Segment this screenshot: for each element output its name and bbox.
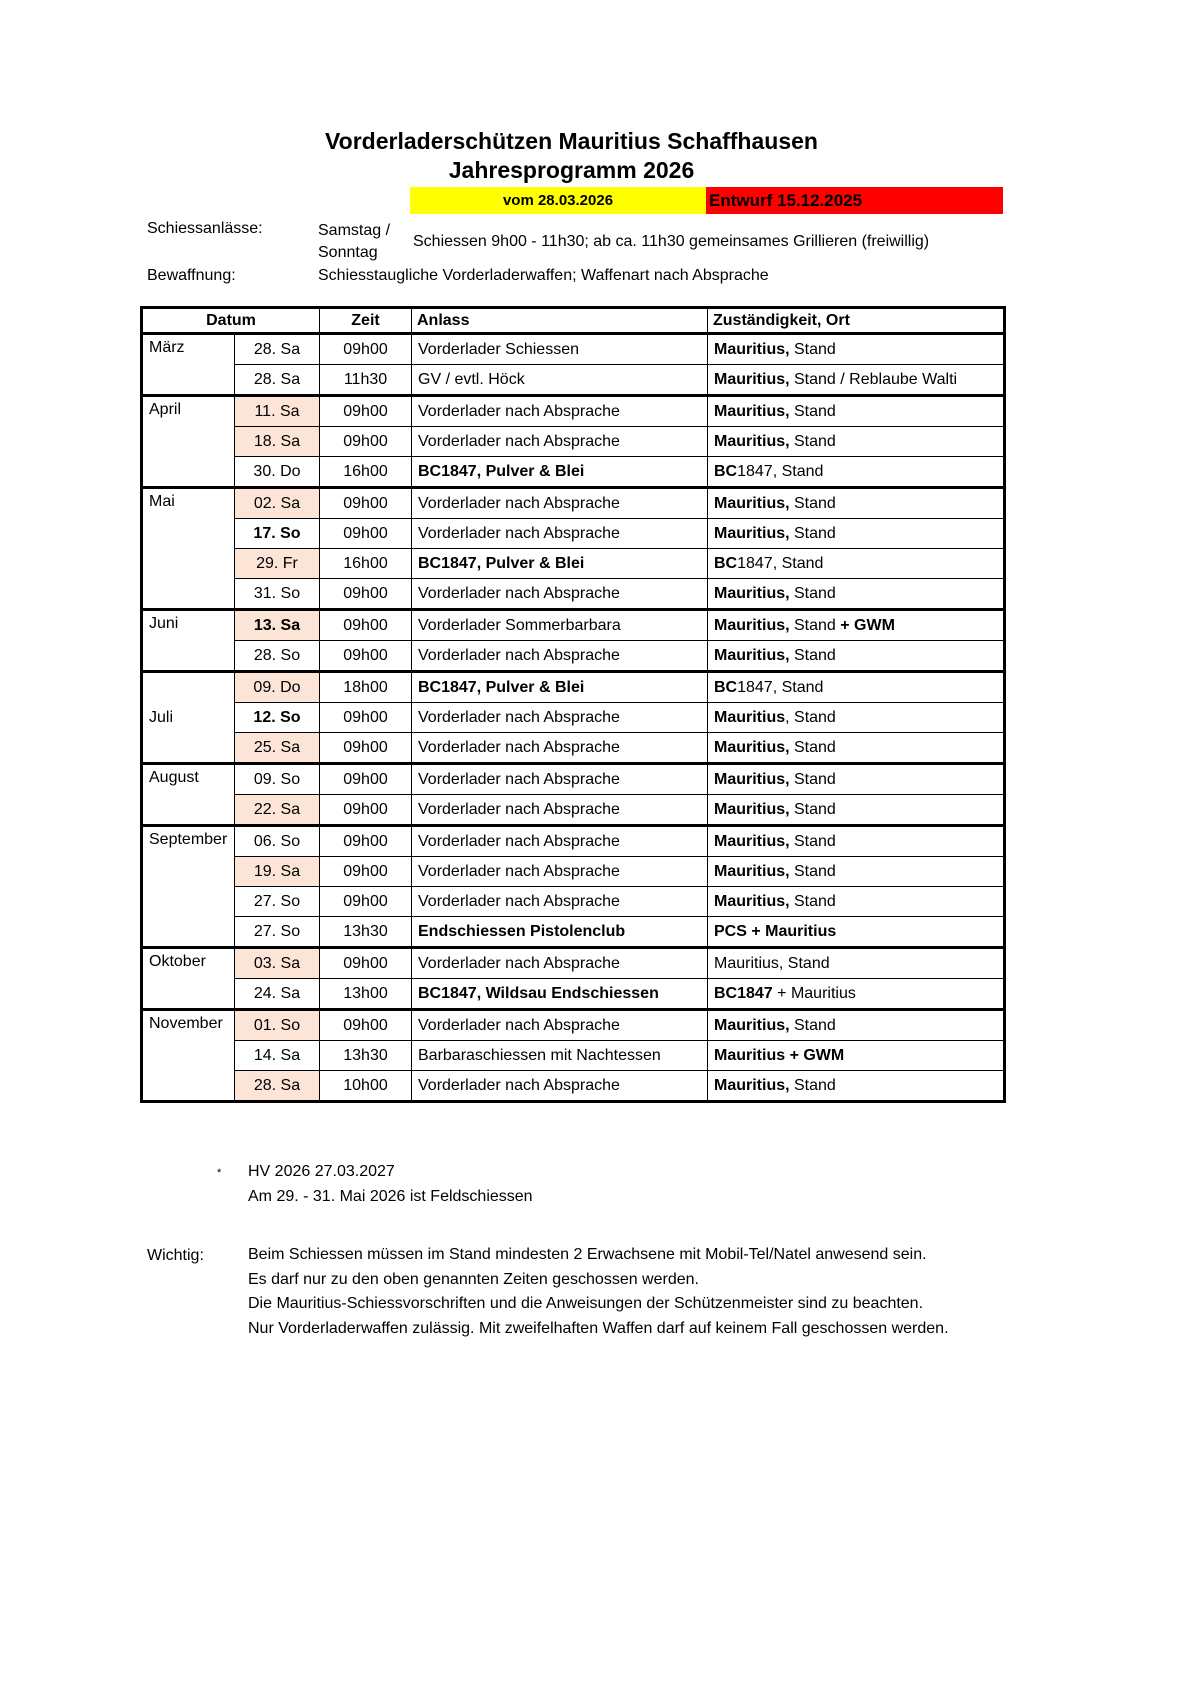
event-cell: Vorderlader nach Absprache	[412, 733, 708, 764]
responsibility-segment: BC	[714, 678, 738, 696]
important-line: Die Mauritius-Schiessvorschriften und die Anweisungen der Schützenmeister sind zu beachten.	[248, 1295, 924, 1312]
responsibility-segment: 1847, Stand	[737, 678, 824, 696]
responsibility-segment: Mauritius,	[714, 494, 790, 512]
event-cell: Vorderlader nach Absprache	[412, 519, 708, 549]
time-cell: 09h00	[320, 610, 412, 641]
responsibility-segment: Stand	[789, 340, 836, 358]
responsibility-segment: Stand	[789, 432, 836, 450]
shooting-events-detail: Schiessen 9h00 - 11h30; ab ca. 11h30 gemeinsames Grillieren (freiwillig)	[413, 233, 930, 250]
day-cell: 03. Sa	[235, 948, 320, 979]
day-cell: 12. So	[235, 703, 320, 733]
time-cell: 09h00	[320, 334, 412, 365]
responsibility-cell	[708, 427, 1005, 457]
day-cell: 28. Sa	[235, 1071, 320, 1102]
event-cell: Vorderlader nach Absprache	[412, 764, 708, 795]
responsibility-cell	[708, 733, 1005, 764]
responsibility-segment: Stand	[789, 616, 841, 634]
responsibility-cell	[708, 917, 1005, 948]
responsibility-segment: Mauritius,	[714, 616, 790, 634]
day-cell: 24. Sa	[235, 979, 320, 1010]
important-lines	[140, 1243, 1003, 1341]
event-cell: Vorderlader nach Absprache	[412, 826, 708, 857]
table-row	[142, 672, 1005, 703]
responsibility-cell	[708, 579, 1005, 610]
time-cell: 09h00	[320, 641, 412, 672]
time-cell: 09h00	[320, 764, 412, 795]
time-cell: 09h00	[320, 488, 412, 519]
table-row	[142, 365, 1005, 396]
event-cell: BC1847, Wildsau Endschiessen	[412, 979, 708, 1010]
day-cell: 14. Sa	[235, 1041, 320, 1071]
day-cell: 27. So	[235, 917, 320, 948]
time-cell: 09h00	[320, 579, 412, 610]
responsibility-segment: Mauritius,	[714, 862, 790, 880]
day-cell: 18. Sa	[235, 427, 320, 457]
month-cell: September	[142, 826, 235, 948]
time-cell: 13h30	[320, 1041, 412, 1071]
time-cell: 09h00	[320, 826, 412, 857]
schedule-table-body	[142, 334, 1005, 1102]
responsibility-segment: Mauritius,	[714, 646, 790, 664]
table-row	[142, 979, 1005, 1010]
table-row	[142, 948, 1005, 979]
table-row	[142, 826, 1005, 857]
month-cell: April	[142, 396, 235, 488]
responsibility-segment: Stand	[789, 646, 836, 664]
page-subtitle: Jahresprogramm 2026	[448, 157, 695, 183]
important-line: Beim Schiessen müssen im Stand mindesten 2 Erwachsene mit Mobil-Tel/Natel anwesend sein.	[248, 1246, 927, 1263]
event-cell: Vorderlader nach Absprache	[412, 579, 708, 610]
responsibility-segment: Mauritius,	[714, 1076, 790, 1094]
document-content	[140, 0, 1003, 1341]
responsibility-cell	[708, 795, 1005, 826]
event-cell: Vorderlader Sommerbarbara	[412, 610, 708, 641]
column-header-anlass: Anlass	[412, 308, 708, 334]
responsibility-cell	[708, 549, 1005, 579]
day-cell: 01. So	[235, 1010, 320, 1041]
month-cell: November	[142, 1010, 235, 1102]
month-cell: Juli	[142, 672, 235, 764]
event-cell: Vorderlader nach Absprache	[412, 887, 708, 917]
responsibility-cell	[708, 1071, 1005, 1102]
time-cell: 09h00	[320, 396, 412, 427]
responsibility-segment: Mauritius,	[714, 432, 790, 450]
responsibility-segment: + Mauritius	[772, 984, 856, 1002]
responsibility-segment: Mauritius,	[714, 524, 790, 542]
column-header-datum: Datum	[142, 308, 320, 334]
time-cell: 09h00	[320, 857, 412, 887]
time-cell: 09h00	[320, 1010, 412, 1041]
day-cell: 30. Do	[235, 457, 320, 488]
table-row	[142, 917, 1005, 948]
responsibility-cell	[708, 365, 1005, 396]
important-line: Nur Vorderladerwaffen zulässig. Mit zweifelhaften Waffen darf auf keinem Fall geschossen werden.	[248, 1319, 949, 1337]
weapons-detail: Schiesstaugliche Vorderladerwaffen; Waffenart nach Absprache	[318, 267, 769, 284]
responsibility-segment: 1847, Stand	[737, 554, 824, 572]
table-row	[142, 1071, 1005, 1102]
event-cell: Vorderlader nach Absprache	[412, 396, 708, 427]
event-cell: Endschiessen Pistolenclub	[412, 917, 708, 948]
responsibility-cell	[708, 826, 1005, 857]
month-cell: August	[142, 764, 235, 826]
month-cell: März	[142, 334, 235, 396]
responsibility-cell	[708, 672, 1005, 703]
info-block	[140, 220, 1003, 285]
event-cell: Vorderlader nach Absprache	[412, 1010, 708, 1041]
time-cell: 13h30	[320, 917, 412, 948]
responsibility-segment: Stand	[789, 738, 836, 756]
table-row	[142, 733, 1005, 764]
event-cell: Vorderlader nach Absprache	[412, 641, 708, 672]
month-cell: Oktober	[142, 948, 235, 1010]
schedule-table-header	[142, 308, 1005, 334]
day-cell: 22. Sa	[235, 795, 320, 826]
table-row	[142, 427, 1005, 457]
time-cell: 18h00	[320, 672, 412, 703]
responsibility-cell	[708, 610, 1005, 641]
time-cell: 09h00	[320, 733, 412, 764]
table-row	[142, 334, 1005, 365]
event-cell: BC1847, Pulver & Blei	[412, 549, 708, 579]
responsibility-segment: 1847, Stand	[737, 462, 824, 480]
responsibility-cell	[708, 857, 1005, 887]
asterisk-marker: *	[217, 1167, 222, 1179]
responsibility-segment: Stand	[789, 524, 836, 542]
responsibility-segment: Mauritius, Stand	[714, 954, 830, 972]
shooting-days	[318, 220, 413, 264]
day-cell: 28. So	[235, 641, 320, 672]
responsibility-segment: Stand	[789, 862, 836, 880]
shooting-events-label: Schiessanlässe:	[147, 220, 263, 237]
table-row	[142, 1041, 1005, 1071]
table-row	[142, 610, 1005, 641]
responsibility-segment: Mauritius,	[714, 738, 790, 756]
responsibility-segment: Stand	[789, 494, 836, 512]
event-cell: Vorderlader nach Absprache	[412, 857, 708, 887]
event-cell: Vorderlader nach Absprache	[412, 427, 708, 457]
responsibility-segment: Stand	[789, 402, 836, 420]
responsibility-cell	[708, 396, 1005, 427]
responsibility-segment: Mauritius,	[714, 770, 790, 788]
page-title: Vorderladerschützen Mauritius Schaffhausen	[325, 128, 818, 154]
column-header-zeit: Zeit	[320, 308, 412, 334]
shooting-days-line1: Samstag /	[318, 222, 391, 239]
month-cell: Juni	[142, 610, 235, 672]
column-header-zustaendigkeit: Zuständigkeit, Ort	[708, 308, 1005, 334]
day-cell: 06. So	[235, 826, 320, 857]
footnote-hv	[140, 1159, 1003, 1184]
day-cell: 02. Sa	[235, 488, 320, 519]
header-row	[142, 308, 1005, 334]
table-row	[142, 703, 1005, 733]
important-section	[140, 1243, 1003, 1341]
time-cell: 13h00	[320, 979, 412, 1010]
table-row	[142, 488, 1005, 519]
footnotes	[140, 1159, 1003, 1341]
month-cell: Mai	[142, 488, 235, 610]
table-row	[142, 795, 1005, 826]
table-row	[142, 457, 1005, 488]
table-row	[142, 579, 1005, 610]
important-label: Wichtig:	[147, 1247, 204, 1264]
day-cell: 09. Do	[235, 672, 320, 703]
responsibility-segment: Stand	[789, 892, 836, 910]
time-cell: 16h00	[320, 457, 412, 488]
footnote-hv-text: HV 2026 27.03.2027	[248, 1163, 395, 1180]
responsibility-cell	[708, 948, 1005, 979]
draft-status-badge: Entwurf 15.12.2025	[706, 187, 1003, 214]
time-cell: 10h00	[320, 1071, 412, 1102]
day-cell: 13. Sa	[235, 610, 320, 641]
responsibility-segment: Stand	[789, 832, 836, 850]
responsibility-cell	[708, 887, 1005, 917]
day-cell: 17. So	[235, 519, 320, 549]
responsibility-segment: Mauritius	[714, 708, 786, 726]
day-cell: 19. Sa	[235, 857, 320, 887]
event-cell: GV / evtl. Höck	[412, 365, 708, 396]
responsibility-segment: Stand	[789, 1016, 836, 1034]
responsibility-cell	[708, 764, 1005, 795]
responsibility-segment: PCS + Mauritius	[714, 922, 837, 940]
weapons-label: Bewaffnung:	[147, 267, 236, 284]
time-cell: 09h00	[320, 887, 412, 917]
important-line: Es darf nur zu den oben genannten Zeiten geschossen werden.	[248, 1270, 699, 1288]
time-cell: 09h00	[320, 519, 412, 549]
responsibility-segment: Mauritius,	[714, 370, 790, 388]
responsibility-segment: BC1847	[714, 984, 773, 1002]
day-cell: 25. Sa	[235, 733, 320, 764]
event-cell: BC1847, Pulver & Blei	[412, 457, 708, 488]
status-banner	[410, 187, 1003, 214]
time-cell: 09h00	[320, 703, 412, 733]
table-row	[142, 857, 1005, 887]
event-cell: Vorderlader Schiessen	[412, 334, 708, 365]
footnote-feldschiessen: Am 29. - 31. Mai 2026 ist Feldschiessen	[248, 1188, 533, 1205]
responsibility-segment: Stand / Reblaube Walti	[789, 370, 958, 388]
responsibility-cell	[708, 457, 1005, 488]
responsibility-segment: BC	[714, 462, 738, 480]
time-cell: 09h00	[320, 795, 412, 826]
responsibility-segment: Stand	[789, 1076, 836, 1094]
responsibility-cell	[708, 979, 1005, 1010]
table-row	[142, 519, 1005, 549]
shooting-days-line2: Sonntag	[318, 244, 378, 261]
time-cell: 11h30	[320, 365, 412, 396]
responsibility-segment: Stand	[789, 584, 836, 602]
day-cell: 27. So	[235, 887, 320, 917]
responsibility-cell	[708, 641, 1005, 672]
weapons-row	[140, 267, 1003, 285]
responsibility-segment: Mauritius,	[714, 402, 790, 420]
day-cell: 29. Fr	[235, 549, 320, 579]
event-cell: Vorderlader nach Absprache	[412, 948, 708, 979]
time-cell: 16h00	[320, 549, 412, 579]
event-cell: Vorderlader nach Absprache	[412, 488, 708, 519]
day-cell: 28. Sa	[235, 365, 320, 396]
event-cell: Vorderlader nach Absprache	[412, 703, 708, 733]
responsibility-cell	[708, 519, 1005, 549]
responsibility-segment: Mauritius,	[714, 800, 790, 818]
day-cell: 28. Sa	[235, 334, 320, 365]
responsibility-segment: Mauritius,	[714, 832, 790, 850]
table-row	[142, 764, 1005, 795]
responsibility-segment: Mauritius + GWM	[714, 1046, 845, 1064]
responsibility-cell	[708, 1041, 1005, 1071]
table-row	[142, 1010, 1005, 1041]
event-cell: Vorderlader nach Absprache	[412, 795, 708, 826]
day-cell: 11. Sa	[235, 396, 320, 427]
responsibility-segment: + GWM	[840, 616, 895, 634]
responsibility-segment: Mauritius,	[714, 340, 790, 358]
responsibility-segment: Mauritius,	[714, 892, 790, 910]
responsibility-segment: BC	[714, 554, 738, 572]
event-cell: BC1847, Pulver & Blei	[412, 672, 708, 703]
responsibility-segment: Stand	[789, 800, 836, 818]
responsibility-segment: Mauritius,	[714, 584, 790, 602]
responsibility-cell	[708, 1010, 1005, 1041]
day-cell: 31. So	[235, 579, 320, 610]
table-row	[142, 396, 1005, 427]
schedule-table	[140, 306, 1006, 1103]
table-row	[142, 887, 1005, 917]
time-cell: 09h00	[320, 427, 412, 457]
version-date-badge: vom 28.03.2026	[410, 187, 706, 214]
day-cell: 09. So	[235, 764, 320, 795]
event-cell: Barbaraschiessen mit Nachtessen	[412, 1041, 708, 1071]
table-row	[142, 549, 1005, 579]
table-row	[142, 641, 1005, 672]
time-cell: 09h00	[320, 948, 412, 979]
event-cell: Vorderlader nach Absprache	[412, 1071, 708, 1102]
responsibility-segment: , Stand	[785, 708, 836, 726]
responsibility-cell	[708, 488, 1005, 519]
shooting-events-row	[140, 220, 1003, 264]
responsibility-segment: Stand	[789, 770, 836, 788]
responsibility-cell	[708, 334, 1005, 365]
responsibility-cell	[708, 703, 1005, 733]
responsibility-segment: Mauritius,	[714, 1016, 790, 1034]
